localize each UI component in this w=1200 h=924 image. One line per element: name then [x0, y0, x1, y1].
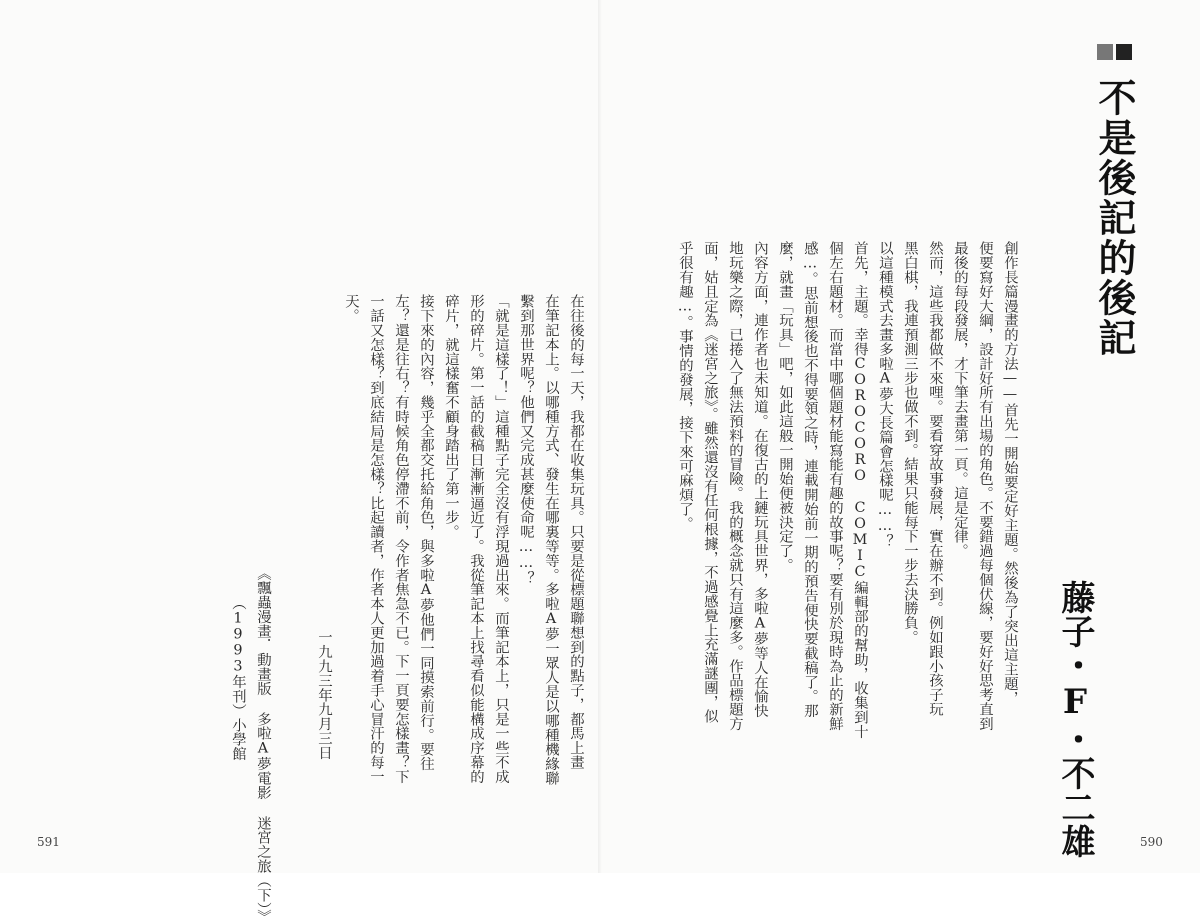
- page-number-left: 591: [37, 835, 60, 849]
- text-column: 以這種模式去畫多啦A夢大長篇會怎樣呢……？: [877, 241, 893, 549]
- source-publisher: （1993年刊）小學館: [230, 596, 246, 761]
- text-column: 然而，這些我都做不來哩。要看穿故事發展，實在辦不到。例如跟小孩子玩: [927, 241, 943, 717]
- text-column: 形的碎片。第一話的截稿日漸漸逼近了。我從筆記本上找尋看似能構成序幕的: [468, 294, 484, 784]
- signature-date: 一九九三年九月三日: [316, 630, 332, 760]
- header-block-gray: [1097, 44, 1113, 60]
- page-number-right: 590: [1140, 835, 1163, 849]
- text-column: 一話又怎樣？到底結局是怎樣？比起讀者，作者本人更加過着手心冒汗的每一: [368, 294, 384, 784]
- text-column: 地玩樂之際，已捲入了無法預料的冒險。我的概念就只有這麼多。作品標題方: [727, 241, 743, 731]
- text-column: 黑白棋，我連預測三步也做不到。結果只能每下一步去決勝負。: [902, 241, 918, 645]
- left-page-text: [338, 294, 588, 824]
- text-column: 創作長篇漫畫的方法——首先一開始要定好主題。然後為了突出這主題，: [1002, 241, 1018, 705]
- header-blocks: [1097, 44, 1132, 60]
- text-column: 首先，主題。幸得COROCORO COMIC編輯部的幫助，收集到十: [852, 241, 868, 739]
- text-column: 接下來的內容，幾乎全都交托給角色，與多啦A夢他們一同摸索前行。要往: [418, 294, 434, 771]
- header-block-dark: [1116, 44, 1132, 60]
- text-column: 麼，就畫「玩具」吧，如此這般一開始便被決定了。: [777, 241, 793, 573]
- text-column: 便要寫好大綱，設計好所有出場的角色。不要錯過每個伏線，要好好思考直到: [977, 241, 993, 731]
- right-page-text: [672, 241, 1022, 821]
- text-column: 面，姑且定為《迷宮之旅》。雖然還沒有任何根據，不過感覺上充滿謎團，似: [702, 241, 718, 724]
- page-title: 不是後記的後記: [1092, 78, 1137, 358]
- text-column: 最後的每段發展，才下筆去畫第一頁。這是定律。: [952, 241, 968, 558]
- text-column: 感…。思前想後也不得要領之時，連載開始前一期的預告便快要截稿了。那: [802, 241, 818, 718]
- text-column: 在往後的每一天，我都在收集玩具。只要是從標題聯想到的點子，都馬上畫: [568, 294, 584, 770]
- text-column: 「就是這樣了！」這種點子完全沒有浮現過出來。而筆記本上，只是一些不成: [493, 294, 509, 784]
- text-column: 繫到那世界呢？他們又完成甚麼使命呢……？: [518, 294, 534, 586]
- text-column: 天。: [343, 294, 359, 323]
- text-column: 碎片，就這樣奮不顧身踏出了第一步。: [443, 294, 459, 539]
- author-name: 藤子・F・不二雄: [1055, 580, 1095, 858]
- page-gutter: [598, 0, 602, 873]
- text-column: 左？還是往右？有時候角色停滯不前，令作者焦急不已。下一頁要怎樣畫？下: [393, 294, 409, 784]
- text-column: 乎很有趣…。事情的發展，接下來可麻煩了。: [677, 241, 693, 531]
- text-column: 在筆記本上。以哪種方式、發生在哪裏等等。多啦A夢一眾人是以哪種機緣聯: [543, 294, 559, 786]
- text-column: 內容方面，連作者也未知道。在復古的上鏈玩具世界，多啦A夢等人在愉快: [752, 241, 768, 718]
- source-citation: 《飄蟲漫畫．動畫版 多啦A夢電影 迷宮之旅（下）》: [255, 566, 271, 924]
- text-column: 個左右題材。而當中哪個題材能寫能有趣的故事呢？要有別於現時為止的新鮮: [827, 241, 843, 731]
